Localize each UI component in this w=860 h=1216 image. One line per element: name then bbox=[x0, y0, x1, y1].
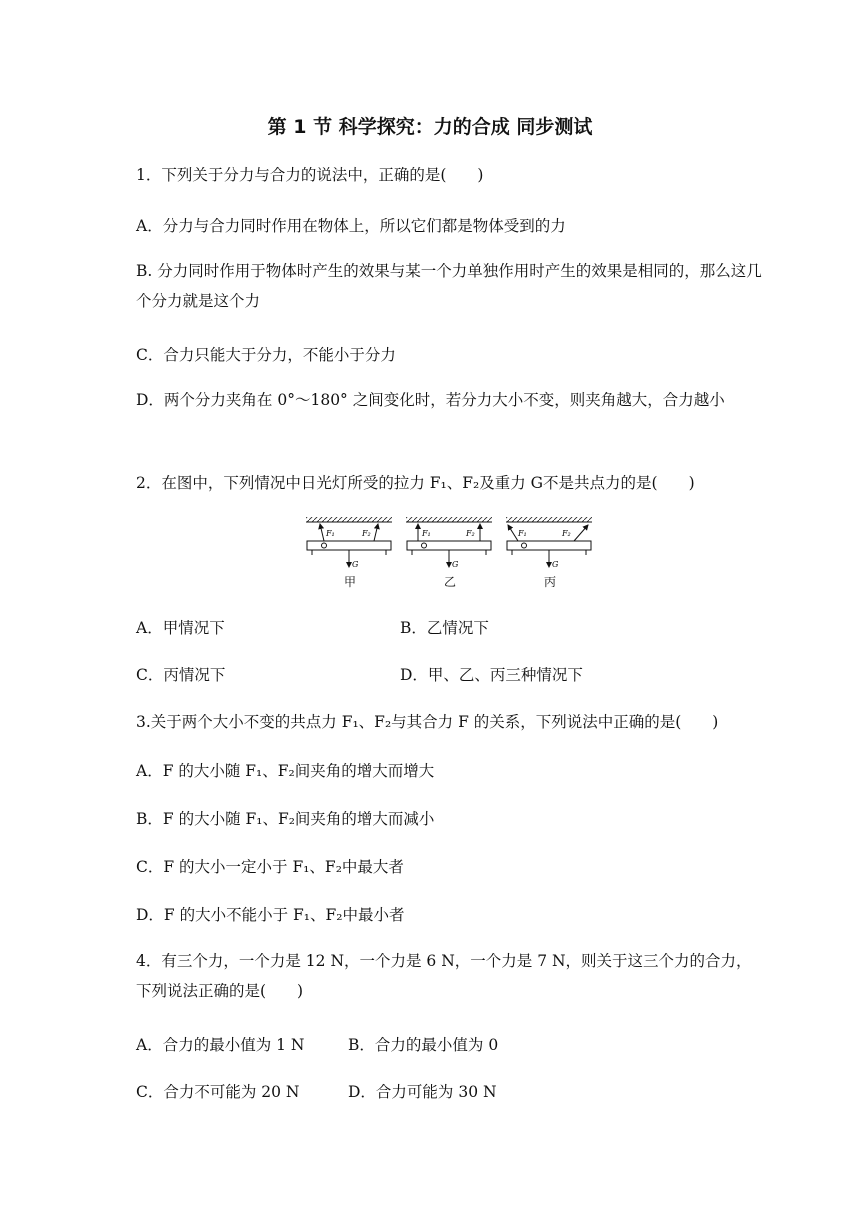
q3-stem: 3.关于两个大小不变的共点力 F₁、F₂与其合力 F 的关系，下列说法中正确的是( ) bbox=[136, 713, 719, 731]
label-yi: 乙 bbox=[444, 575, 457, 589]
svg-text:F₁: F₁ bbox=[518, 529, 527, 538]
q3-option-d: D．F 的大小不能小于 F₁、F₂中最小者 bbox=[136, 906, 405, 924]
q4-stem: 4．有三个力，一个力是 12 N，一个力是 6 N，一个力是 7 N，则关于这三个力的合力，下列说法正确的是( ) bbox=[136, 952, 752, 1000]
svg-text:F₂: F₂ bbox=[466, 529, 475, 538]
q1-option-d: D．两个分力夹角在 0°～180° 之间变化时，若分力大小不变，则夹角越大，合力越小 bbox=[136, 391, 725, 409]
diagram-jia bbox=[306, 517, 392, 569]
label-bing: 丙 bbox=[544, 575, 557, 589]
diagram-yi bbox=[406, 517, 492, 569]
q1-option-c: C．合力只能大于分力，不能小于分力 bbox=[136, 346, 396, 364]
page-title: 第 1 节 科学探究：力的合成 同步测试 bbox=[267, 116, 593, 138]
q4-option-d: D．合力可能为 30 N bbox=[348, 1083, 497, 1101]
q2-option-c: C．丙情况下 bbox=[136, 666, 226, 684]
q3-option-c: C．F 的大小一定小于 F₁、F₂中最大者 bbox=[136, 858, 404, 876]
svg-text:F₁: F₁ bbox=[422, 529, 431, 538]
q2-option-a: A．甲情况下 bbox=[136, 619, 225, 637]
q4-option-a: A．合力的最小值为 1 N bbox=[136, 1036, 305, 1054]
svg-text:F₁: F₁ bbox=[326, 529, 335, 538]
svg-text:G: G bbox=[452, 560, 459, 569]
q4-option-c: C．合力不可能为 20 N bbox=[136, 1083, 300, 1101]
q1-option-b: B. 分力同时作用于物体时产生的效果与某一个力单独作用时产生的效果是相同的，那么这几个分力就是这个力 bbox=[136, 262, 762, 310]
lamp-figure bbox=[304, 515, 594, 595]
q2-option-b: B．乙情况下 bbox=[400, 619, 489, 637]
q3-option-b: B．F 的大小随 F₁、F₂间夹角的增大而减小 bbox=[136, 810, 435, 828]
q2-option-d: D．甲、乙、丙三种情况下 bbox=[400, 666, 583, 684]
q4-option-b: B．合力的最小值为 0 bbox=[348, 1036, 499, 1054]
svg-text:G: G bbox=[552, 560, 559, 569]
q1-stem: 1．下列关于分力与合力的说法中，正确的是( ) bbox=[136, 166, 484, 184]
svg-text:F₂: F₂ bbox=[362, 529, 371, 538]
label-jia: 甲 bbox=[344, 575, 357, 589]
q2-stem: 2．在图中，下列情况中日光灯所受的拉力 F₁、F₂及重力 G不是共点力的是( ) bbox=[136, 474, 695, 492]
diagram-bing bbox=[506, 517, 592, 569]
svg-text:F₂: F₂ bbox=[562, 529, 571, 538]
q3-option-a: A．F 的大小随 F₁、F₂间夹角的增大而增大 bbox=[136, 762, 435, 780]
q1-option-a: A．分力与合力同时作用在物体上，所以它们都是物体受到的力 bbox=[136, 217, 566, 235]
svg-text:G: G bbox=[352, 560, 359, 569]
